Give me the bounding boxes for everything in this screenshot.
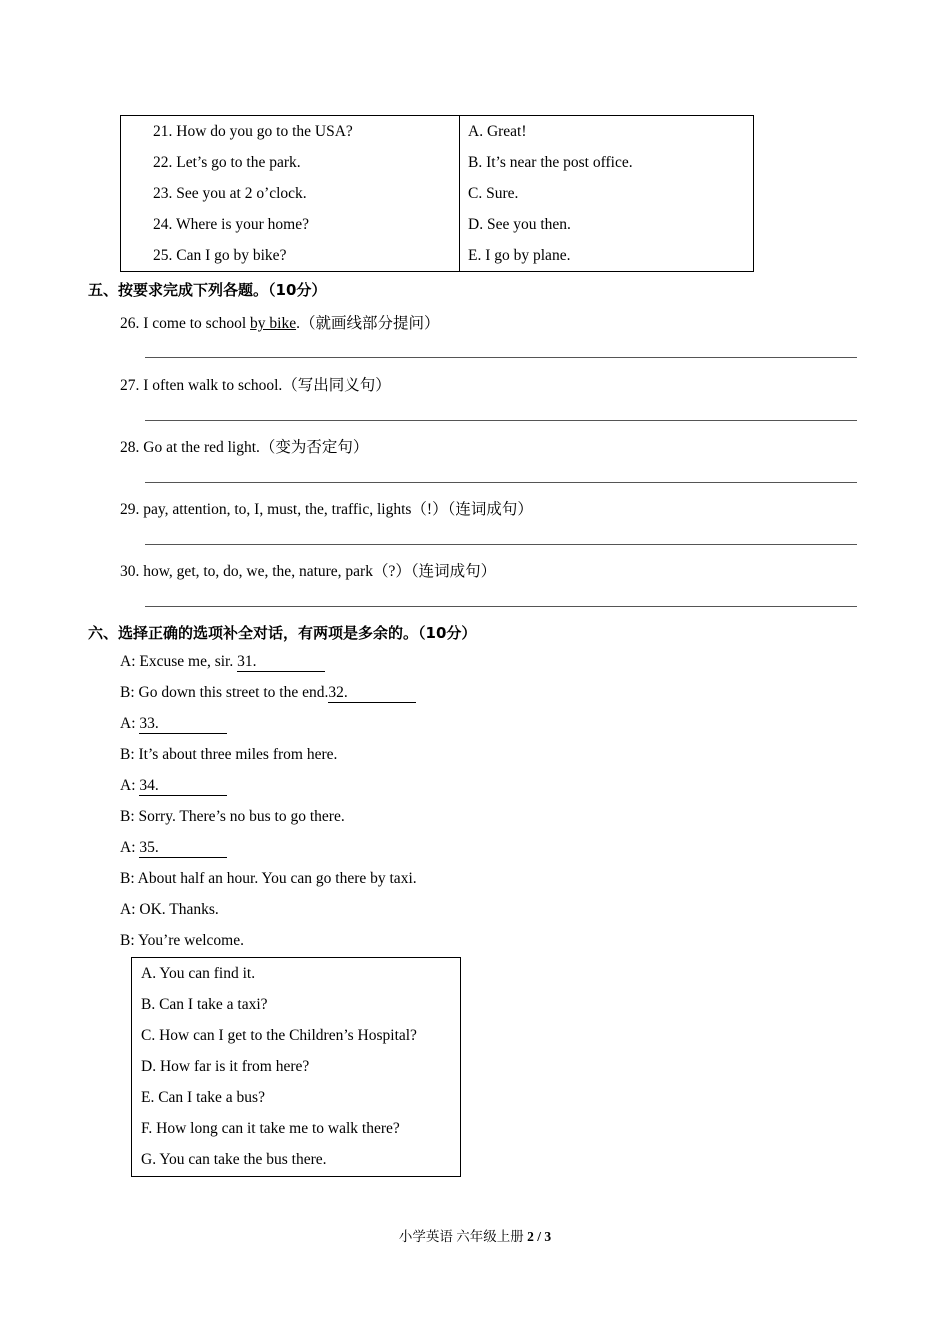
dialogue-line: B: You’re welcome. <box>120 932 244 949</box>
question-26-post: .（就画线部分提问） <box>296 315 440 332</box>
blank-34[interactable]: 34. <box>139 777 227 796</box>
blank-35[interactable]: 35. <box>139 839 227 858</box>
section-6-title: 六、选择正确的选项补全对话，有两项是多余的。（10分） <box>88 624 477 642</box>
dialogue-text: A: <box>120 777 140 794</box>
question-29: 29. pay, attention, to, I, must, the, traffic, lights（!）（连词成句） <box>120 501 533 518</box>
option-e: E. Can I take a bus? <box>141 1089 265 1106</box>
option-b: B. Can I take a taxi? <box>141 996 268 1013</box>
option-g: G. You can take the bus there. <box>141 1151 327 1168</box>
question-28: 28. Go at the red light.（变为否定句） <box>120 439 369 456</box>
blank-32[interactable]: 32. <box>328 684 416 703</box>
dialogue-line: A: OK. Thanks. <box>120 901 219 918</box>
dialogue-line <box>120 777 227 796</box>
section-5-title: 五、按要求完成下列各题。（10分） <box>88 281 327 299</box>
question-21: 21. How do you go to the USA? <box>153 123 353 140</box>
option-c: C. How can I get to the Children’s Hospital? <box>141 1027 417 1044</box>
dialogue-line <box>120 715 227 734</box>
page-footer <box>0 1225 950 1245</box>
answer-line-30[interactable] <box>145 606 857 607</box>
response-e: E. I go by plane. <box>468 247 571 264</box>
question-26 <box>120 311 439 333</box>
question-25: 25. Can I go by bike? <box>153 247 287 264</box>
answer-line-27[interactable] <box>145 420 857 421</box>
dialogue-line <box>120 653 325 672</box>
response-c: C. Sure. <box>468 185 519 202</box>
options-box <box>131 957 461 1177</box>
answer-line-28[interactable] <box>145 482 857 483</box>
dialogue-line: B: Sorry. There’s no bus to go there. <box>120 808 345 825</box>
matching-table <box>120 115 754 272</box>
page-number: 2 / 3 <box>527 1229 552 1244</box>
underlined-phrase: by bike <box>250 315 297 332</box>
dialogue-line: B: It’s about three miles from here. <box>120 746 338 763</box>
table-divider <box>459 116 460 271</box>
option-d: D. How far is it from here? <box>141 1058 310 1075</box>
question-24: 24. Where is your home? <box>153 216 309 233</box>
dialogue-text: A: Excuse me, sir. <box>120 653 238 670</box>
answer-line-26[interactable] <box>145 357 857 358</box>
dialogue-line <box>120 684 416 703</box>
dialogue-line: B: About half an hour. You can go there by taxi. <box>120 870 417 887</box>
blank-33[interactable]: 33. <box>139 715 227 734</box>
answer-line-29[interactable] <box>145 544 857 545</box>
question-27: 27. I often walk to school.（写出同义句） <box>120 377 391 394</box>
dialogue-text: A: <box>120 715 140 732</box>
footer-subject: 小学英语 六年级上册 <box>398 1229 528 1244</box>
response-a: A. Great! <box>468 123 527 140</box>
dialogue-text: A: <box>120 839 140 856</box>
question-30: 30. how, get, to, do, we, the, nature, park（?）（连词成句） <box>120 563 497 580</box>
question-26-pre: 26. I come to school <box>120 315 251 332</box>
option-a: A. You can find it. <box>141 965 256 982</box>
dialogue-text: B: Go down this street to the end. <box>120 684 329 701</box>
blank-31[interactable]: 31. <box>237 653 325 672</box>
dialogue-line <box>120 839 227 858</box>
option-f: F. How long can it take me to walk there? <box>141 1120 400 1137</box>
question-22: 22. Let’s go to the park. <box>153 154 301 171</box>
response-b: B. It’s near the post office. <box>468 154 633 171</box>
response-d: D. See you then. <box>468 216 571 233</box>
question-23: 23. See you at 2 o’clock. <box>153 185 307 202</box>
